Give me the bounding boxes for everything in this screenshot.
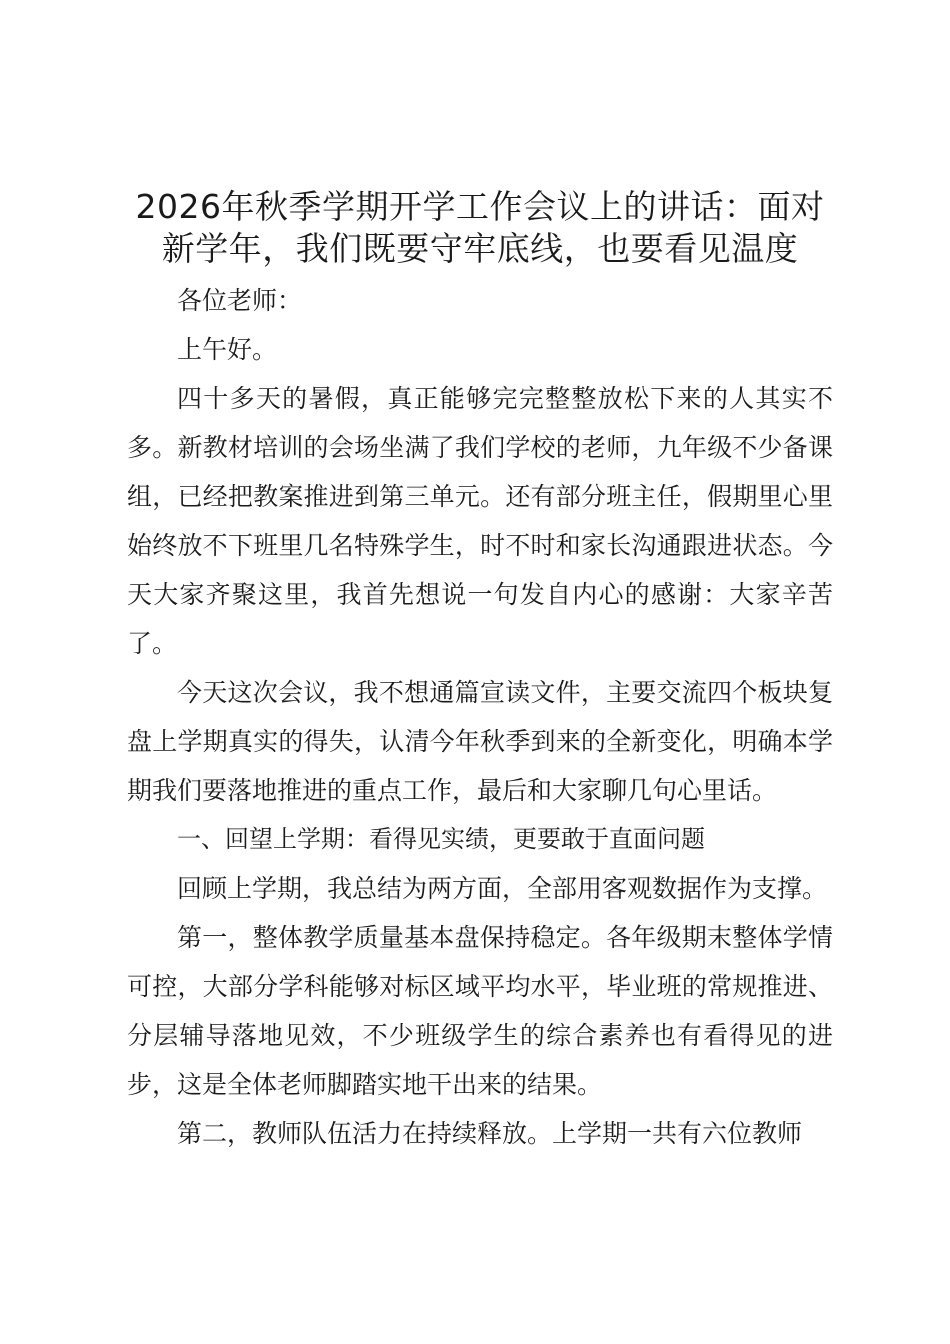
- salutation: 各位老师：: [177, 286, 303, 315]
- paragraph-agenda: 今天这次会议，我不想通篇宣读文件，主要交流四个板块复盘上学期真实的得失，认清今年秋季到来的全新变化，明确本学期我们要落地推进的重点工作，最后和大家聊几句心里话。: [127, 678, 833, 805]
- document-page: [127, 186, 833, 1158]
- greeting: 上午好。: [177, 335, 278, 364]
- document-title: 2026年秋季学期开学工作会议上的讲话：面对新学年，我们既要守牢底线，也要看见温度: [135, 187, 825, 268]
- paragraph-review-intro: 回顾上学期，我总结为两方面，全部用客观数据作为支撑。: [177, 874, 828, 903]
- paragraph-teachers: 第二，教师队伍活力在持续释放。上学期一共有六位教师: [177, 1119, 803, 1148]
- paragraph-quality: 第一，整体教学质量基本盘保持稳定。各年级期末整体学情可控，大部分学科能够对标区域平均水平，毕业班的常规推进、分层辅导落地见效，不少班级学生的综合素养也有看得见的进步，这是全体老师脚踏实地干出来的结果。: [127, 923, 833, 1099]
- paragraph-summer: 四十多天的暑假，真正能够完完整整放松下来的人其实不多。新教材培训的会场坐满了我们学校的老师，九年级不少备课组，已经把教案推进到第三单元。还有部分班主任，假期里心里始终放不下班里几名特殊学生，时不时和家长沟通跟进状态。今天大家齐聚这里，我首先想说一句发自内心的感谢：大家辛苦了。: [127, 384, 833, 658]
- section-heading-1: 一、回望上学期：看得见实绩，更要敢于直面问题: [177, 825, 705, 853]
